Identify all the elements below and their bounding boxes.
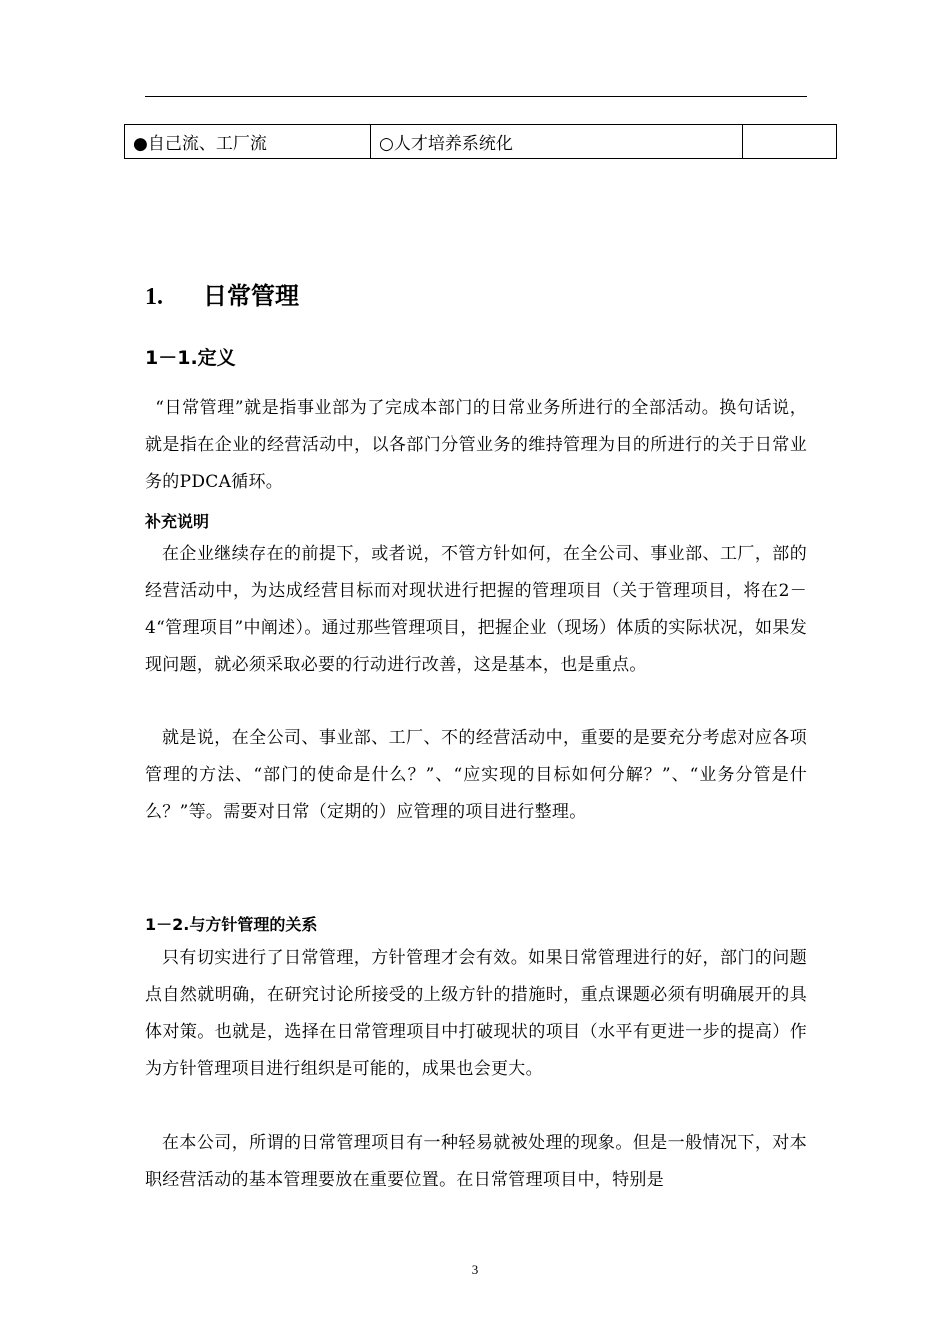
subsection-heading-relation: 1－2.与方针管理的关系 — [145, 915, 318, 934]
relation-paragraph-2: 在本公司，所谓的日常管理项目有一种轻易就被处理的现象。但是一般情况下，对本职经营活动的基本管理要放在重要位置。在日常管理项目中，特别是 — [145, 1133, 807, 1190]
section-title: 日常管理 — [203, 282, 299, 310]
subsection-heading-definition: 1－1.定义 — [145, 347, 236, 369]
continuation-table — [124, 124, 837, 159]
definition-paragraph: “日常管理”就是指事业部为了完成本部门的日常业务所进行的全部活动。换句话说，就是指在企业的经营活动中，以各部门分管业务的维持管理为目的所进行的关于日常业务的PDCA循环。 — [145, 398, 807, 492]
table-row — [125, 125, 837, 159]
supplement-paragraph-2: 就是说，在全公司、事业部、工厂、不的经营活动中，重要的是要充分考虑对应各项管理的方法、“部门的使命是什么？”、“应实现的目标如何分解？”、“业务分管是什么？”等。需要对日常（定期的）应管理的项目进行整理。 — [145, 728, 807, 822]
header-rule — [145, 96, 807, 97]
table-cell: ○人才培养系统化 — [371, 125, 743, 159]
supplement-heading: 补充说明 — [145, 512, 210, 531]
relation-paragraph-1: 只有切实进行了日常管理，方针管理才会有效。如果日常管理进行的好，部门的问题点自然就明确，在研究讨论所接受的上级方针的措施时，重点课题必须有明确展开的具体对策。也就是，选择在日常管理项目中打破现状的项目（水平有更进一步的提高）作为方针管理项目进行组织是可能的，成果也会更大。 — [145, 948, 807, 1079]
table-cell: ●自己流、工厂流 — [125, 125, 371, 159]
supplement-paragraph-1: 在企业继续存在的前提下，或者说，不管方针如何，在全公司、事业部、工厂，部的经营活动中，为达成经营目标而对现状进行把握的管理项目（关于管理项目，将在2－4“管理项目”中阐述）。通过那些管理项目，把握企业（现场）体质的实际状况，如果发现问题，就必须采取必要的行动进行改善，这是基本，也是重点。 — [145, 544, 807, 675]
section-heading — [145, 276, 299, 311]
section-number: 1. — [145, 284, 163, 310]
table-cell — [743, 125, 837, 159]
page-number: 3 — [471, 1262, 479, 1277]
